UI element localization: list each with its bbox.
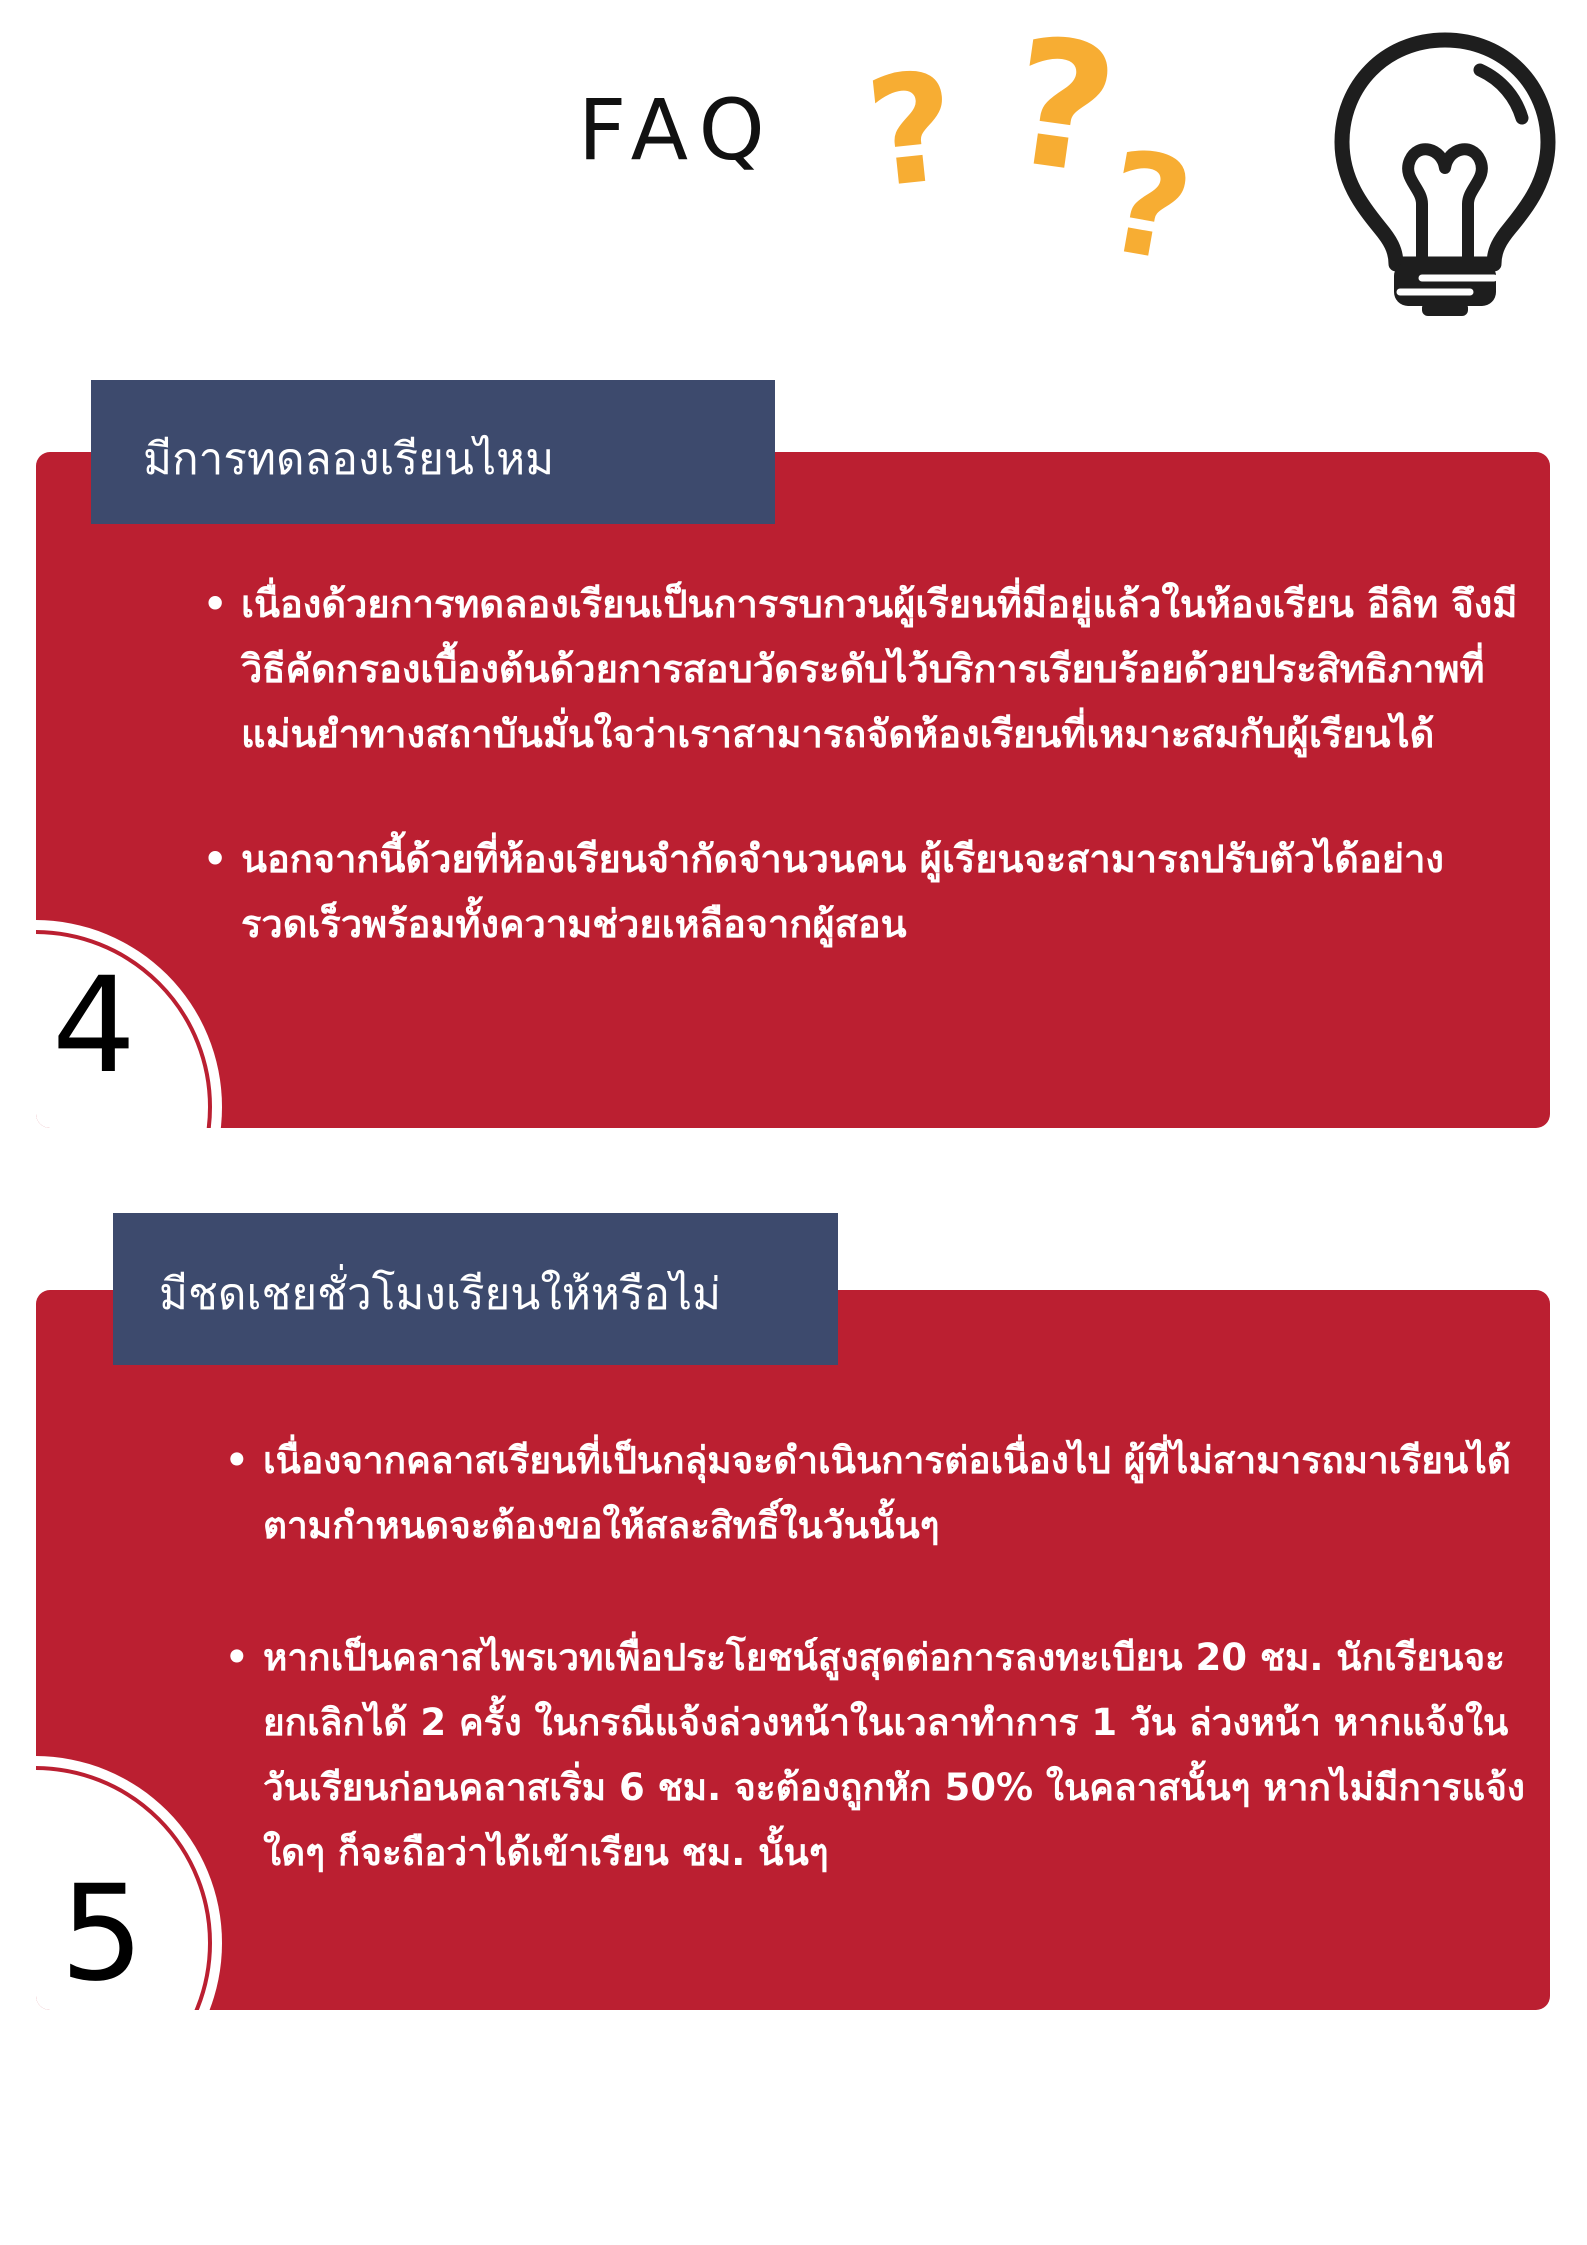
- answer-item: • นอกจากนี้ด้วยที่ห้องเรียนจำกัดจำนวนคน ผู้เรียนจะสามารถปรับตัวได้อย่างรวดเร็วพร้อมทั้งความช่วยเหลือจากผู้สอน: [203, 827, 1548, 957]
- answer-item: • เนื่องด้วยการทดลองเรียนเป็นการรบกวนผู้เรียนที่มีอยู่แล้วในห้องเรียน อีลิท จึงมีวิธีคัดกรองเบื้องต้นด้วยการสอบวัดระดับไว้บริการเรียบร้อยด้วยประสิทธิภาพที่แม่นยำทางสถาบันมั่นใจว่าเราสามารถจัดห้องเรียนที่เหมาะสมกับผู้เรียนได้: [203, 572, 1548, 767]
- question-box-5: [113, 1213, 838, 1365]
- question-mark-icon: ?: [998, 0, 1128, 216]
- question-box-4: [91, 380, 775, 524]
- answer-item: • เนื่องจากคลาสเรียนที่เป็นกลุ่มจะดำเนินการต่อเนื่องไป ผู้ที่ไม่สามารถมาเรียนได้ตามกำหนดจะต้องขอให้สละสิทธิ์ในวันนั้นๆ: [225, 1428, 1550, 1558]
- question-text: มีการทดลองเรียนไหม: [143, 434, 555, 485]
- question-text: มีชดเชยชั่วโมงเรียนให้หรือไม่: [159, 1269, 722, 1320]
- answer-list-4: [203, 572, 1548, 957]
- question-mark-icon: ?: [859, 39, 964, 223]
- answer-item: • หากเป็นคลาสไพรเวทเพื่อประโยชน์สูงสุดต่อการลงทะเบียน 20 ชม. นักเรียนจะยกเลิกได้ 2 ครั้ง ในกรณีแจ้งล่วงหน้าในเวลาทำการ 1 วัน ล่วงหน้า หากแจ้งในวันเรียนก่อนคลาสเริ่ม 6 ชม. จะต้องถูกหัก 50% ในคลาสนั้นๆ หากไม่มีการแจ้งใดๆ ก็จะถือว่าได้เข้าเรียน ชม. นั้นๆ: [225, 1625, 1550, 1885]
- faq-number: 5: [60, 1857, 144, 2011]
- lightbulb-icon: [1330, 28, 1560, 318]
- page-title: FAQ: [578, 81, 777, 179]
- answer-list-5: [225, 1428, 1550, 1885]
- question-mark-icon: ?: [1094, 120, 1203, 295]
- faq-number: 4: [52, 949, 136, 1103]
